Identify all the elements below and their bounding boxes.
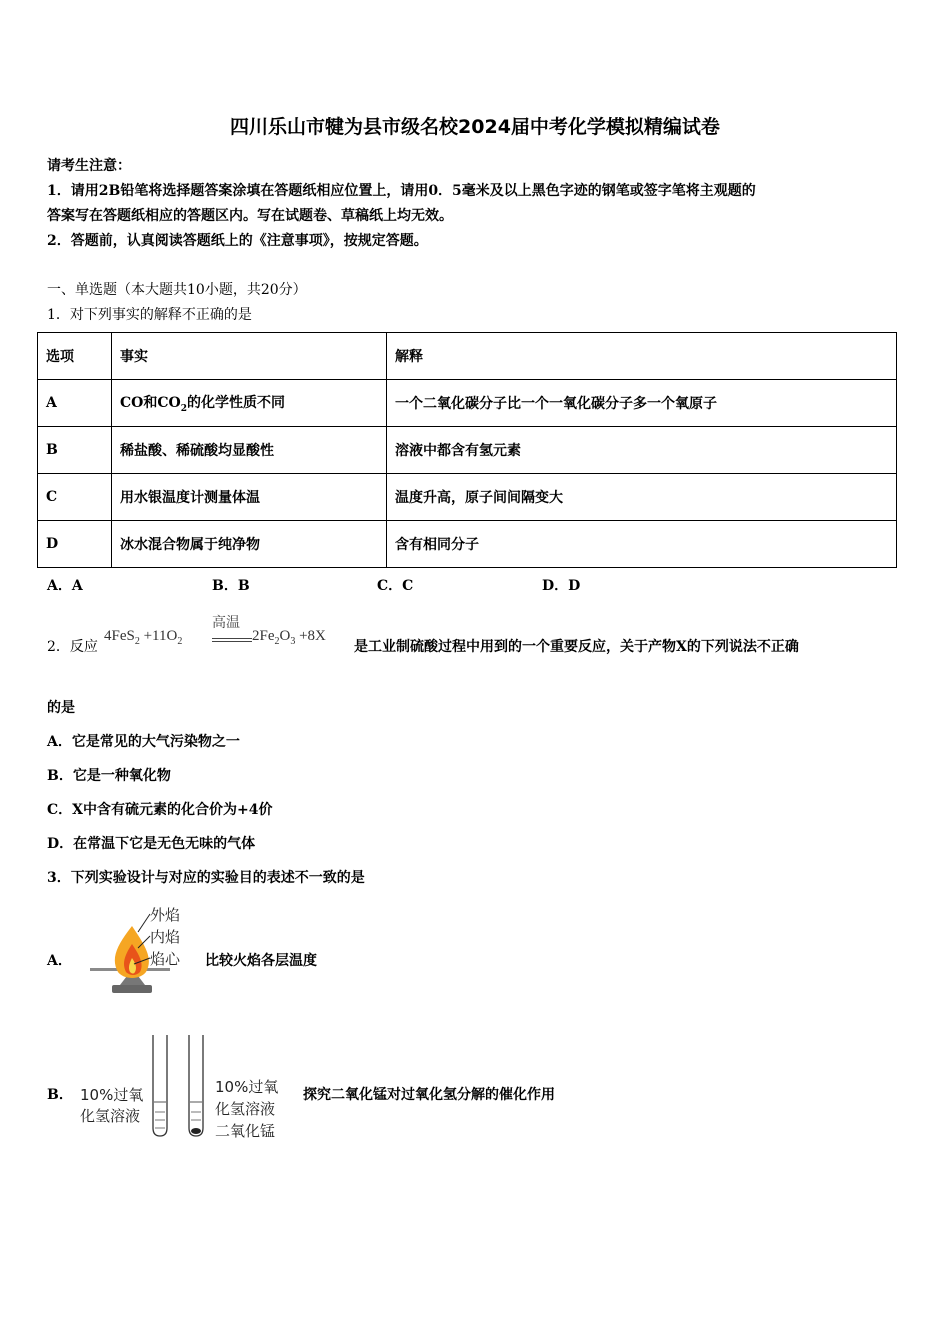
fact-cell: 冰水混合物属于纯净物: [112, 521, 387, 568]
test-tubes-diagram: [148, 1032, 218, 1144]
left-liquid-lines: [155, 1112, 165, 1128]
fact-subscript: 2: [180, 403, 187, 414]
fact-cell: 用水银温度计测量体温: [112, 474, 387, 521]
equation-rhs: $2Fe_2O_3 +8X$: [252, 628, 326, 647]
equation-lhs: $4FeS_2 +11O_2$: [104, 628, 183, 647]
chemical-equation: [104, 612, 354, 652]
option-cell: B: [38, 427, 112, 474]
question-3-stem: 3．下列实验设计与对应的实验目的表述不一致的是: [47, 870, 365, 886]
equals-bar-top: [212, 638, 252, 639]
q2-option-d[interactable]: D．在常温下它是无色无味的气体: [47, 836, 256, 852]
table-row: [38, 521, 897, 568]
fact-cell: 稀盐酸、稀硫酸均显酸性: [112, 427, 387, 474]
q3-option-b-text: 探究二氧化锰对过氧化氢分解的催化作用: [303, 1087, 555, 1103]
q3-option-a-label[interactable]: A．: [47, 953, 72, 969]
choice-a[interactable]: A．A: [47, 578, 83, 594]
explanation-cell: 一个二氧化碳分子比一个一氧化碳分子多一个氧原子: [387, 380, 897, 427]
label-flame-core: 焰心: [150, 950, 181, 968]
fact-text-end: 的化学性质不同: [186, 395, 285, 412]
table-header-cell: 解释: [387, 333, 897, 380]
choice-b[interactable]: B．B: [212, 578, 250, 594]
fact-text: CO和CO: [120, 395, 181, 412]
explanation-cell: 含有相同分子: [387, 521, 897, 568]
notice-line-1: 1．请用2B铅笔将选择题答案涂填在答题纸相应位置上，请用0．5毫米及以上黑色字迹的钢笔或签字笔将主观题的: [47, 183, 756, 199]
explanation-cell: 溶液中都含有氢元素: [387, 427, 897, 474]
right-tube-label-1: 10%过氧: [215, 1078, 279, 1096]
option-cell: A: [38, 380, 112, 427]
notice-heading: 请考生注意：: [47, 158, 131, 174]
question-1-table: [37, 332, 897, 568]
section-heading: 一、单选题（本大题共10小题，共20分）: [47, 282, 307, 298]
left-tube-label-1: 10%过氧: [80, 1086, 144, 1104]
label-inner-flame: 内焰: [150, 928, 181, 946]
label-outer-flame: 外焰: [150, 906, 181, 924]
table-row: [38, 427, 897, 474]
notice-line-3: 2．答题前，认真阅读答题纸上的《注意事项》，按规定答题。: [47, 233, 428, 249]
leader-outer: [138, 914, 150, 932]
choice-d[interactable]: D．D: [542, 578, 581, 594]
fact-cell: [112, 380, 387, 427]
equals-bar-bottom: [212, 641, 252, 642]
option-cell: C: [38, 474, 112, 521]
q2-option-b[interactable]: B．它是一种氧化物: [47, 768, 171, 784]
table-row: [38, 380, 897, 427]
question-2-continuation: 的是: [47, 700, 75, 716]
reaction-condition: 高温: [212, 616, 240, 631]
right-test-tube: [189, 1035, 203, 1136]
left-tube-label-2: 化氢溶液: [80, 1107, 141, 1125]
table-row: [38, 474, 897, 521]
explanation-cell: 温度升高，原子间间隔变大: [387, 474, 897, 521]
table-header-cell: 选项: [38, 333, 112, 380]
q2-option-a[interactable]: A．它是常见的大气污染物之一: [47, 734, 240, 750]
left-test-tube: [153, 1035, 167, 1136]
option-cell: D: [38, 521, 112, 568]
choice-c[interactable]: C．C: [377, 578, 414, 594]
question-1-stem: 1．对下列事实的解释不正确的是: [47, 307, 252, 323]
question-2-prefix: 2．反应: [47, 639, 98, 655]
page-title: 四川乐山市犍为县市级名校2024届中考化学模拟精编试卷: [230, 116, 720, 138]
right-tube-label-2: 化氢溶液: [215, 1100, 276, 1118]
burner-base: [112, 985, 152, 993]
table-header-row: [38, 333, 897, 380]
right-tube-label-3: 二氧化锰: [215, 1122, 276, 1140]
q3-option-a-text: 比较火焰各层温度: [205, 953, 317, 969]
question-2-suffix: 是工业制硫酸过程中用到的一个重要反应，关于产物X的下列说法不正确: [354, 639, 799, 655]
right-liquid-lines: [191, 1112, 201, 1120]
table-header-cell: 事实: [112, 333, 387, 380]
q3-option-b-label[interactable]: B．: [47, 1087, 73, 1103]
q2-option-c[interactable]: C．X中含有硫元素的化合价为+4价: [47, 802, 273, 818]
manganese-dioxide-sediment: [191, 1128, 201, 1134]
notice-line-2: 答案写在答题纸相应的答题区内。写在试题卷、草稿纸上均无效。: [47, 208, 453, 224]
